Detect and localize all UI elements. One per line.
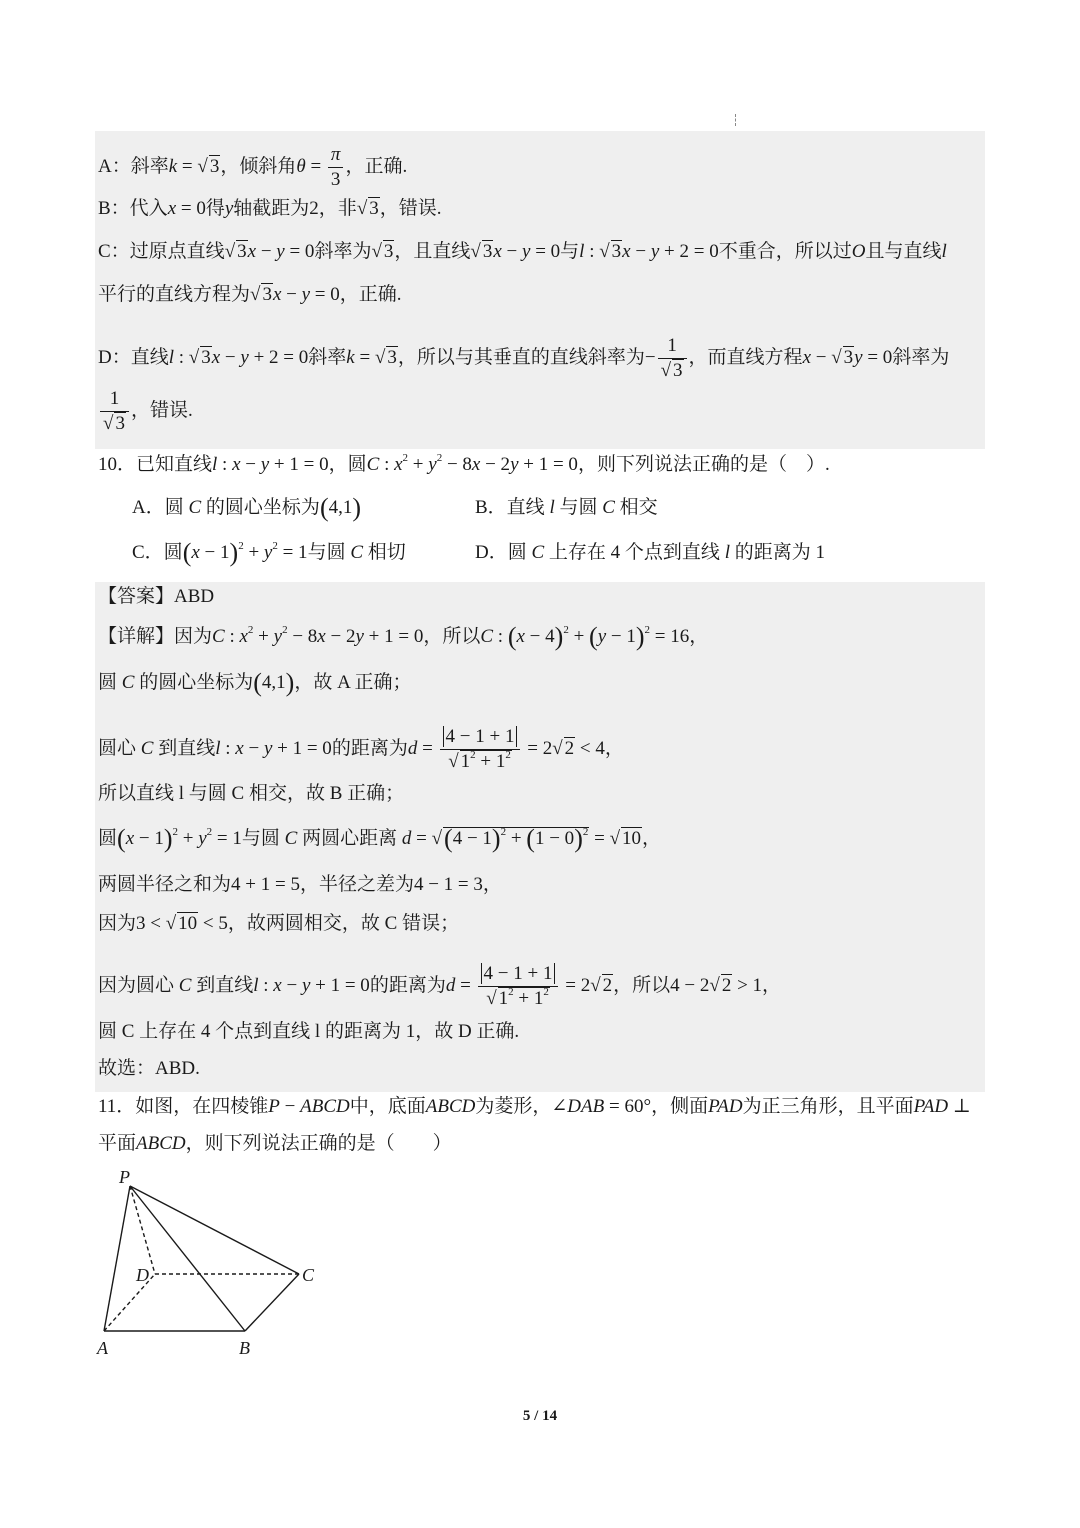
q10-option-C: C．圆$(x - 1)^2 + y^2 = 1$与圆 C 相切	[132, 538, 406, 567]
q10-detail-line2: 圆 C 的圆心坐标为(4,1)，故 A 正确；	[98, 668, 412, 697]
label-D: D	[136, 1265, 149, 1285]
q10-detail-line8: 因为圆心 C 到直线l : x − y + 1 = 0的距离为d = $\frac{4 - 1 + 1}{√ 1^2 + 1^2}$ = 2√ 2，所以4 − 2√ 2 > 1，	[98, 963, 782, 1009]
q9-solution-A: A：斜率k = √ 3，倾斜角θ = $\frac{\pi}{3}$ ，正确.	[98, 144, 408, 190]
label-A: A	[97, 1338, 108, 1358]
edge-PB	[130, 1186, 245, 1331]
label-P: P	[119, 1167, 130, 1187]
edge-PA	[104, 1186, 130, 1331]
q9-solution-D-line1: D：直线l : √ 3x − y + 2 = 0斜率k = √ 3，所以与其垂直的直线斜率为− $\frac{1}{√ 3}$ ，而直线方程x − √ 3y = 0斜率为	[98, 335, 950, 381]
q10-detail-line9: 圆 C 上存在 4 个点到直线 l 的距离为 1，故 D 正确.	[98, 1021, 520, 1042]
pyramid-figure	[92, 1162, 332, 1362]
label-C: C	[302, 1265, 315, 1285]
q11-stem-line1: 11．如图，在四棱锥P − ABCD中，底面ABCD为菱形，∠DAB = 60°，侧面PAD为正三角形，且平面PAD ⊥	[98, 1096, 971, 1117]
q10-stem: 10．已知直线l : x − y + 1 = 0，圆C : $x^2 + y^2 - 8x - 2y + 1 = 0$，则下列说法正确的是（ ）.	[98, 452, 830, 475]
q10-detail-line1: 【详解】因为C : $x^2 + y^2 - 8x - 2y + 1 = 0$，所以C : $(x - 4)^2 + (y - 1)^2 = 16$，	[98, 622, 709, 651]
q10-option-D: D．圆 C 上存在 4 个点到直线 l 的距离为 1	[475, 542, 825, 563]
q10-detail-line5: 圆$(x - 1)^2 + y^2 = 1$与圆 C 两圆心距离 $d = √(4 - 1)^2 + (1 - 0)^2$ = √ 10，	[98, 824, 662, 853]
q9-solution-D-line2: $\frac{1}{√ 3}$ ，错误.	[98, 387, 193, 436]
q11-stem-line2: 平面ABCD，则下列说法正确的是（ ）	[98, 1133, 452, 1154]
q10-detail-line3: 圆心 C 到直线l : x − y + 1 = 0的距离为d = $\frac{4 - 1 + 1}{√ 1^2 + 1^2}$ = 2√ 2 < 4，	[98, 726, 624, 772]
margin-mark	[735, 114, 737, 126]
label-B: B	[239, 1338, 250, 1358]
q9-solution-C-line2: 平行的直线方程为√ 3x − y = 0，正确.	[98, 284, 402, 305]
page-number: 5 / 14	[522, 1408, 558, 1424]
edge-PD	[130, 1186, 155, 1274]
q9-solution-B: B：代入x = 0得y轴截距为2，非√ 3，错误.	[98, 198, 442, 219]
edge-BC	[245, 1274, 299, 1331]
edge-PC	[130, 1186, 299, 1274]
q10-detail-line4: 所以直线 l 与圆 C 相交，故 B 正确；	[98, 783, 405, 804]
q10-answer: 【答案】ABD	[98, 586, 215, 607]
q9-solution-C-line1: C：过原点直线√ 3x − y = 0斜率为√ 3，且直线√ 3x − y = 0与l : √ 3x − y + 2 = 0不重合，所以过O且与直线l	[98, 241, 947, 262]
q10-option-B: B．直线 l 与圆 C 相交	[475, 497, 658, 518]
q10-detail-line10: 故选：ABD.	[98, 1058, 200, 1079]
q10-detail-line7: 因为3 < √ 10 < 5，故两圆相交，故 C 错误；	[98, 913, 460, 934]
q10-option-A: A．圆 C 的圆心坐标为(4,1)	[132, 493, 362, 522]
q10-detail-line6: 两圆半径之和为4 + 1 = 5，半径之差为4 − 1 = 3，	[98, 874, 502, 895]
